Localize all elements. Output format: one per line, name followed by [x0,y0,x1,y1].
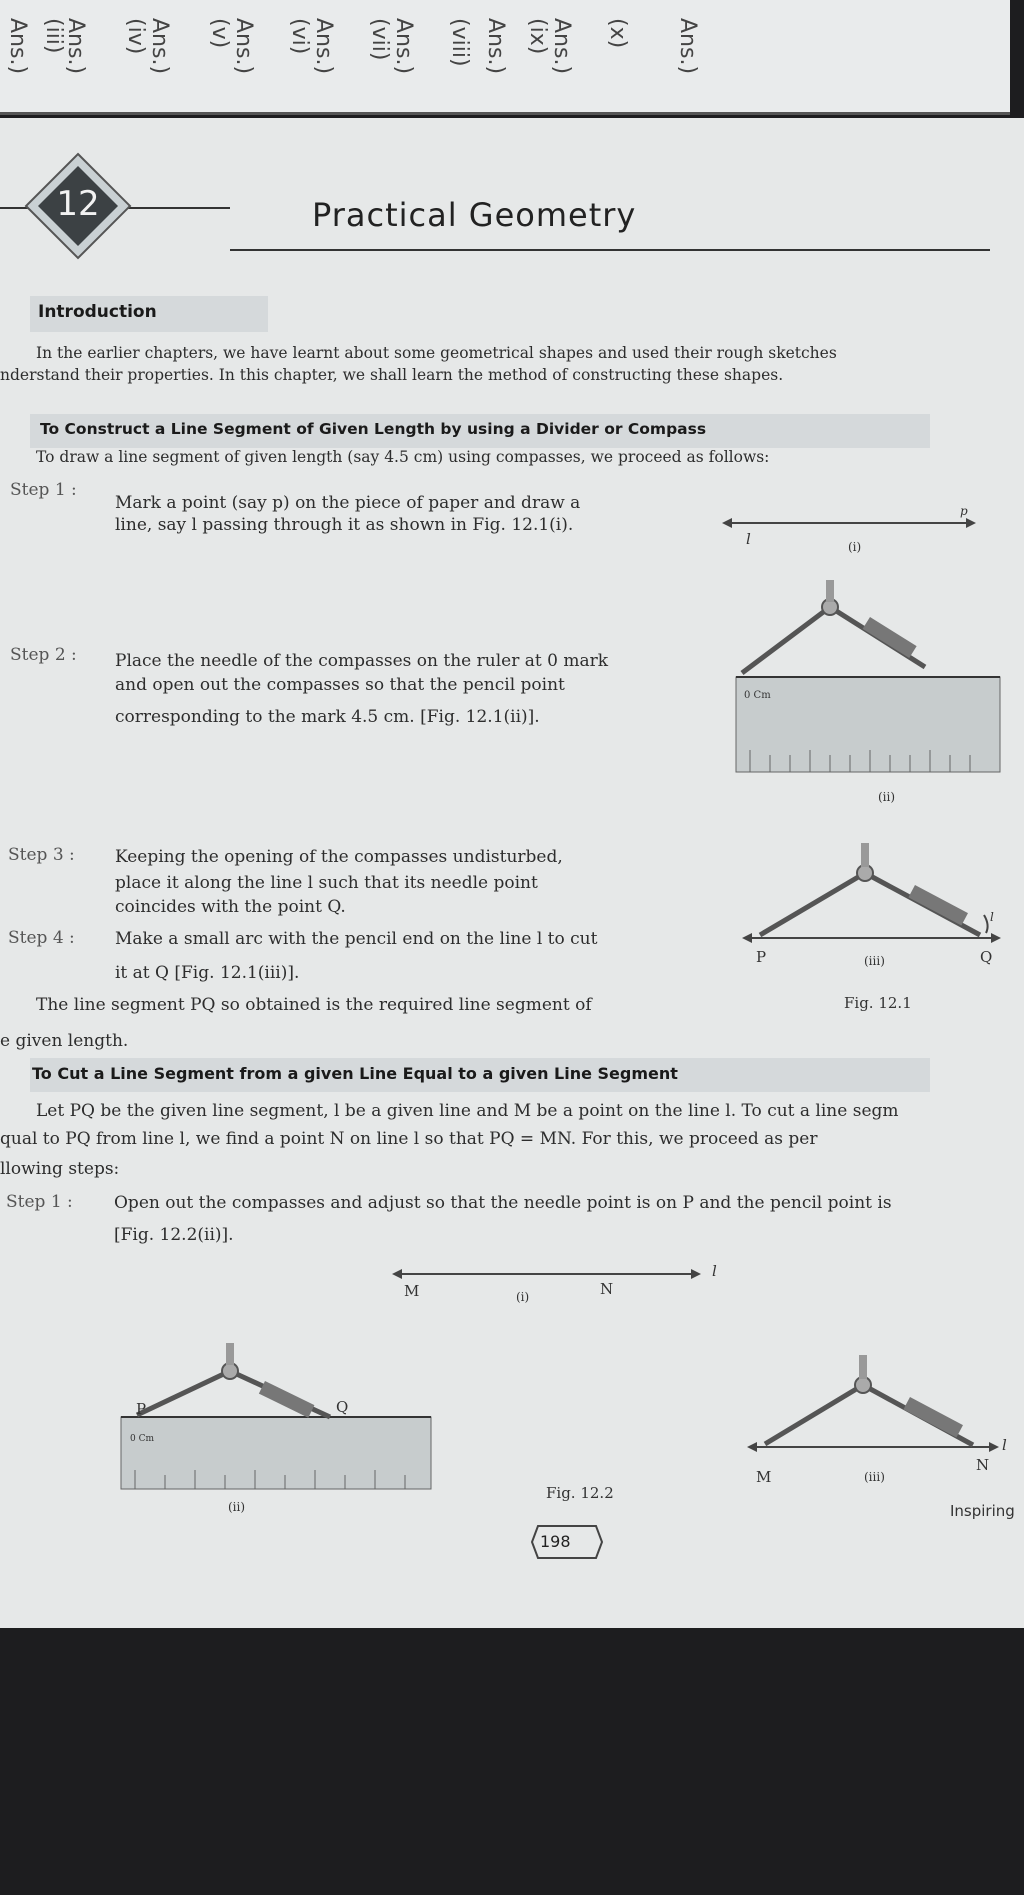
tab-label: Ans.) [147,18,172,75]
fig-sub-caption: (i) [516,1290,530,1304]
intro-line: nderstand their properties. In this chapter, we shall learn the method of constructing these shapes. [0,366,784,384]
step-text: place it along the line l such that its needle point [115,873,538,893]
point-label-p: p [960,504,968,518]
chapter-title: Practical Geometry [312,196,637,234]
tab-label: Ans.) [63,18,88,75]
fig-12-2-i-line [390,1262,710,1292]
line-label-l: l [712,1262,717,1280]
step-text: Open out the compasses and adjust so that the needle point is on P and the pencil point is [114,1193,892,1213]
footer-text: Inspiring [950,1502,1015,1520]
point-label-m: M [756,1468,772,1486]
fig-sub-caption: (i) [848,540,862,554]
step-text: coincides with the point Q. [115,897,346,917]
point-label-p: P [756,948,767,966]
section-text: Let PQ be the given line segment, l be a given line and M be a point on the line l. To cut a line segm [36,1101,899,1121]
figure-caption: Fig. 12.1 [844,994,912,1012]
conclusion-text: e given length. [0,1031,129,1051]
step-text: corresponding to the mark 4.5 cm. [Fig. 12.1(ii)]. [115,707,540,727]
fig-12-1-ii-compass-ruler [730,575,1010,775]
fig-sub-caption: (ii) [878,790,896,804]
step-text: [Fig. 12.2(ii)]. [114,1225,234,1245]
page-number: 198 [540,1532,571,1551]
point-label-n: N [976,1456,990,1474]
intro-line: In the earlier chapters, we have learnt about some geometrical shapes and used their rough sketches [36,344,837,362]
step-text: and open out the compasses so that the pencil point [115,675,565,695]
tab-label: (vi) [287,18,312,55]
line-label-l: l [746,530,751,548]
tab-label: (iii) [41,18,66,54]
tab-label: (iv) [123,18,148,55]
fig-12-1-iii-compass-line [740,835,1005,950]
step-text: Make a small arc with the pencil end on the line l to cut [115,929,598,949]
section-intro: To draw a line segment of given length (say 4.5 cm) using compasses, we proceed as follows: [36,448,770,466]
tab-label: (ix) [525,18,550,55]
ruler-zero-label: 0 Cm [744,690,771,701]
fig-sub-caption: (iii) [864,954,885,968]
section-text: llowing steps: [0,1159,120,1179]
tab-label: Ans.) [483,18,508,75]
line-label-l: l [1002,1436,1007,1454]
ruler-zero-label: 0 Cm [130,1434,155,1444]
step-text: Mark a point (say p) on the piece of paper and draw a [115,493,581,513]
background [0,1628,1024,1895]
tab-label: Ans.) [549,18,574,75]
tab-label: (v) [207,18,232,49]
point-label-q: Q [336,1398,349,1416]
tab-label: Ans.) [231,18,256,75]
fig-12-2-ii-compass-ruler [115,1335,440,1495]
point-label-n: N [600,1280,614,1298]
step-text: it at Q [Fig. 12.1(iii)]. [115,963,300,983]
tab-label: Ans.) [675,18,700,75]
step-text: line, say l passing through it as shown in Fig. 12.1(i). [115,515,574,535]
tab-label: Ans.) [391,18,416,75]
line-label-l: l [990,910,994,924]
fig-12-2-iii-compass-line [745,1345,1005,1460]
chapter-number: 12 [56,184,100,224]
tab-label: Ans.) [311,18,336,75]
step-label: Step 4 : [8,928,75,948]
point-label-m: M [404,1282,420,1300]
tab-label: (x) [605,18,630,49]
conclusion-text: The line segment PQ so obtained is the required line segment of [36,995,592,1015]
tab-label: (vii) [367,18,392,61]
step-text: Place the needle of the compasses on the ruler at 0 mark [115,651,609,671]
step-label: Step 3 : [8,845,75,865]
point-label-q: Q [980,948,993,966]
intro-heading: Introduction [38,302,157,322]
point-label-p: P [136,1400,147,1418]
step-text: Keeping the opening of the compasses undisturbed, [115,847,563,867]
tab-label: Ans.) [5,18,30,75]
section-text: qual to PQ from line l, we find a point N on line l so that PQ = MN. For this, we proceed as per [0,1129,818,1149]
step-label: Step 1 : [10,480,77,500]
figure-caption: Fig. 12.2 [546,1484,614,1502]
section-heading: To Cut a Line Segment from a given Line Equal to a given Line Segment [32,1064,678,1083]
step-label: Step 1 : [6,1192,73,1212]
tab-label: (viii) [447,18,472,67]
fig-sub-caption: (iii) [864,1470,885,1484]
section-heading: To Construct a Line Segment of Given Length by using a Divider or Compass [40,420,707,438]
fig-sub-caption: (ii) [228,1500,246,1514]
step-label: Step 2 : [10,645,77,665]
notebook-strip [0,0,1010,115]
